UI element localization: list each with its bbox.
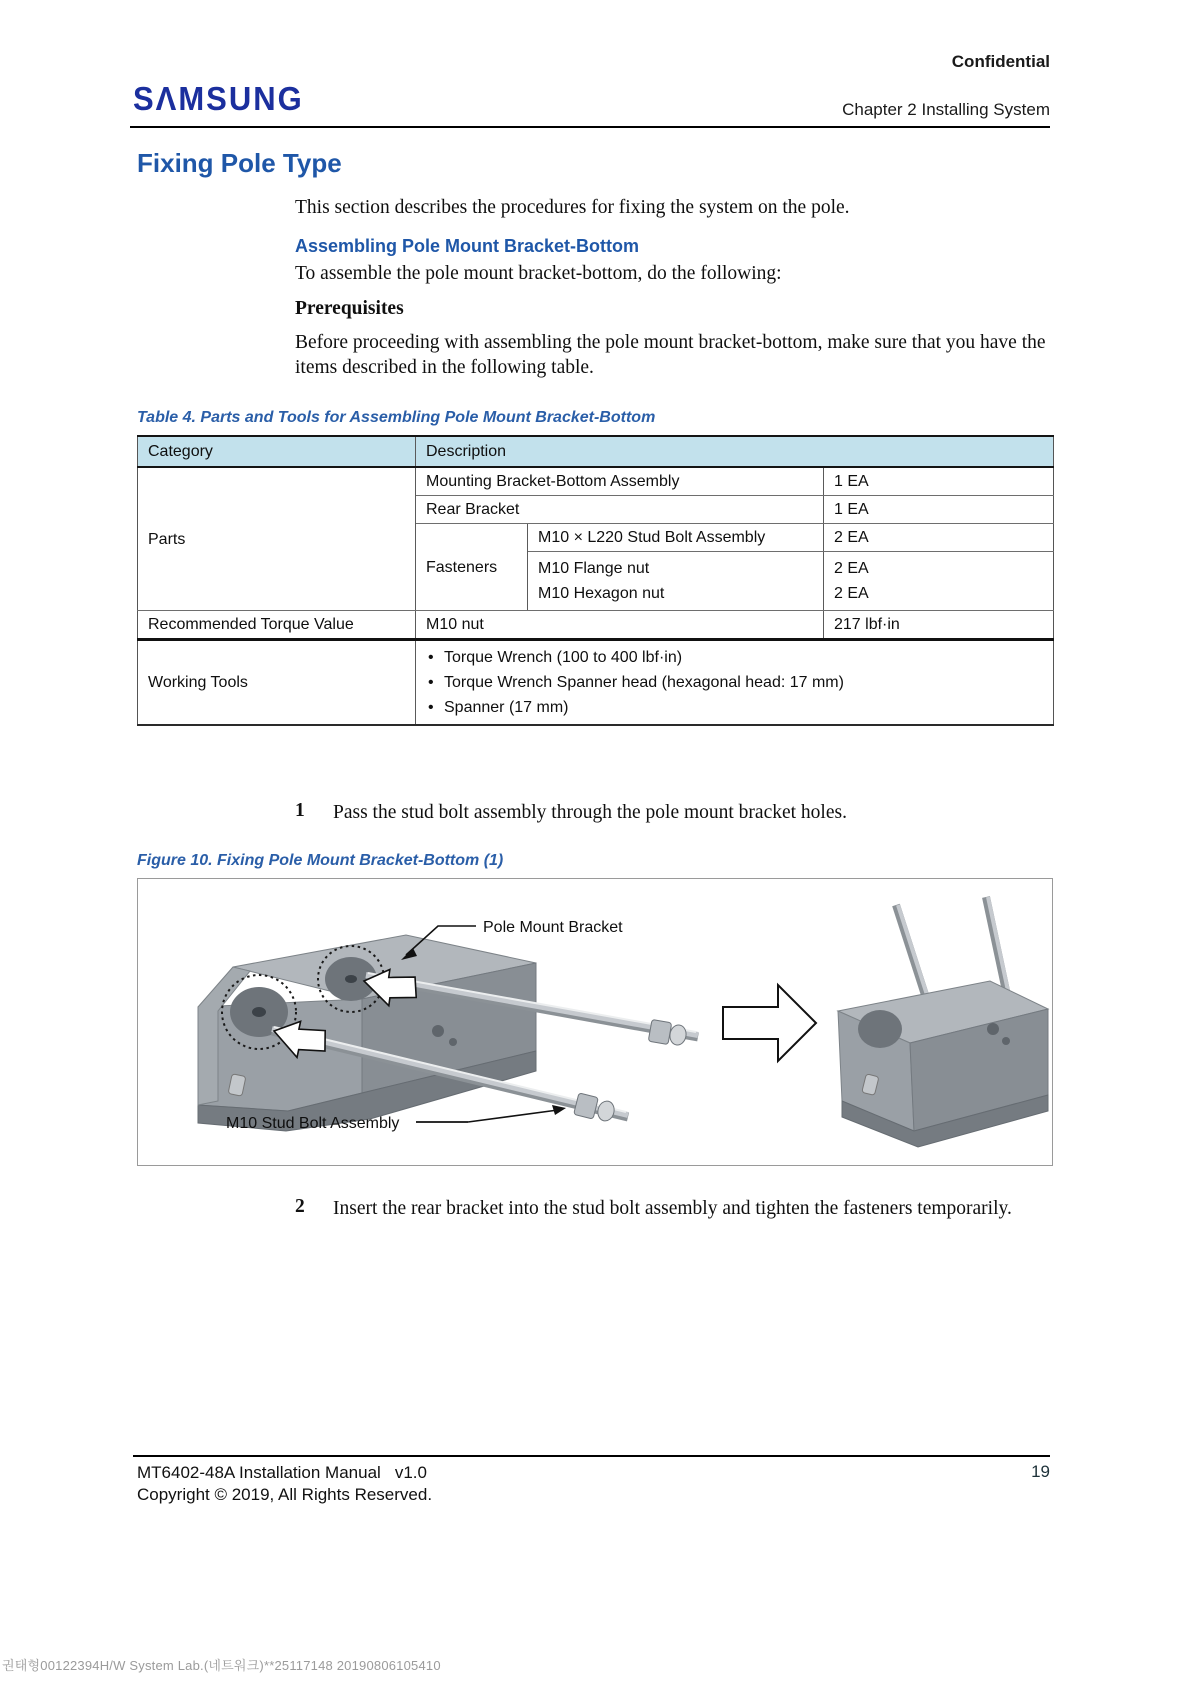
transition-arrow-icon [723, 985, 816, 1061]
right-bracket [838, 897, 1048, 1147]
table-caption: Table 4. Parts and Tools for Assembling Pole Mount Bracket-Bottom [137, 409, 656, 426]
chapter-heading: Chapter 2 Installing System [842, 100, 1050, 119]
tool-item-text: Torque Wrench Spanner head (hexagonal head: 17 mm) [444, 674, 844, 691]
cell-fasteners-label: Fasteners [416, 524, 528, 611]
header-rule [130, 126, 1050, 128]
tool-item [426, 670, 1043, 695]
prerequisites-paragraph: Before proceeding with assembling the pole mount bracket-bottom, make sure that you have the items described in the following table. [295, 332, 1046, 378]
confidential-label: Confidential [951, 52, 1050, 71]
cell-desc-line: M10 Flange nut [538, 560, 650, 577]
bullet-icon: • [428, 674, 434, 691]
table-row [138, 467, 1054, 496]
cell-qty-line: 2 EA [834, 585, 869, 602]
step-number: 2 [295, 1196, 305, 1217]
cell-desc: M10 × L220 Stud Bolt Assembly [528, 524, 824, 552]
prerequisites-heading: Prerequisites [295, 298, 404, 319]
cell-parts-label: Parts [138, 467, 416, 611]
cell-qty [824, 552, 1054, 611]
samsung-logo: SΛMSUNG [133, 80, 304, 118]
footer-version: v1.0 [394, 1463, 427, 1482]
svg-text:Pole Mount Bracket: Pole Mount Bracket [483, 919, 623, 936]
cell-desc: Mounting Bracket-Bottom Assembly [416, 467, 824, 496]
cell-qty: 217 lbf·in [824, 611, 1054, 640]
figure-image [137, 878, 1053, 1166]
step-text: Pass the stud bolt assembly through the pole mount bracket holes. [333, 802, 847, 823]
footer-manual-title: MT6402-48A Installation Manual [137, 1463, 381, 1482]
step-1 [295, 800, 1055, 825]
section-heading: Assembling Pole Mount Bracket-Bottom [295, 236, 640, 256]
tool-item-text: Torque Wrench (100 to 400 lbf·in) [444, 649, 683, 666]
table-row-torque [138, 611, 1054, 640]
bracket-illustration [138, 879, 1052, 1165]
bullet-icon: • [428, 649, 434, 666]
footer-info [137, 1462, 432, 1506]
intro-paragraph: This section describes the procedures for fixing the system on the pole. [295, 197, 850, 218]
cell-qty: 1 EA [824, 467, 1054, 496]
cell-qty: 1 EA [824, 496, 1054, 524]
left-bracket [198, 935, 536, 1131]
cell-qty: 2 EA [824, 524, 1054, 552]
table-row-tools [138, 640, 1054, 726]
tool-item [426, 695, 1043, 720]
svg-text:M10 Stud Bolt Assembly: M10 Stud Bolt Assembly [226, 1115, 400, 1132]
cell-desc: Rear Bracket [416, 496, 824, 524]
footer-rule [133, 1455, 1050, 1457]
cell-desc-line: M10 Hexagon nut [538, 585, 665, 602]
table-header-row [138, 436, 1054, 467]
parts-tools-table [137, 435, 1054, 726]
step-text: Insert the rear bracket into the stud bolt assembly and tighten the fasteners temporarily. [333, 1198, 1012, 1219]
cell-qty-line: 2 EA [834, 560, 869, 577]
footer-copyright: Copyright © 2019, All Rights Reserved. [137, 1485, 433, 1504]
cell-desc: M10 nut [416, 611, 824, 640]
page-number: 19 [1031, 1462, 1050, 1481]
header-description: Description [416, 436, 1054, 467]
cell-tools-label: Working Tools [138, 640, 416, 726]
cell-torque-label: Recommended Torque Value [138, 611, 416, 640]
tool-item [426, 645, 1043, 670]
header-category: Category [138, 436, 416, 467]
watermark-text: 권태형00122394H/W System Lab.(네트워크)**25117148 20190806105410 [2, 1658, 441, 1673]
step-number: 1 [295, 800, 305, 821]
page-title: Fixing Pole Type [137, 148, 342, 178]
step-2 [295, 1196, 1055, 1221]
tool-item-text: Spanner (17 mm) [444, 699, 569, 716]
figure-caption: Figure 10. Fixing Pole Mount Bracket-Bottom (1) [137, 852, 504, 869]
bullet-icon: • [428, 699, 434, 716]
section-intro: To assemble the pole mount bracket-bottom, do the following: [295, 263, 782, 284]
cell-tools-list [416, 640, 1054, 726]
cell-desc [528, 552, 824, 611]
